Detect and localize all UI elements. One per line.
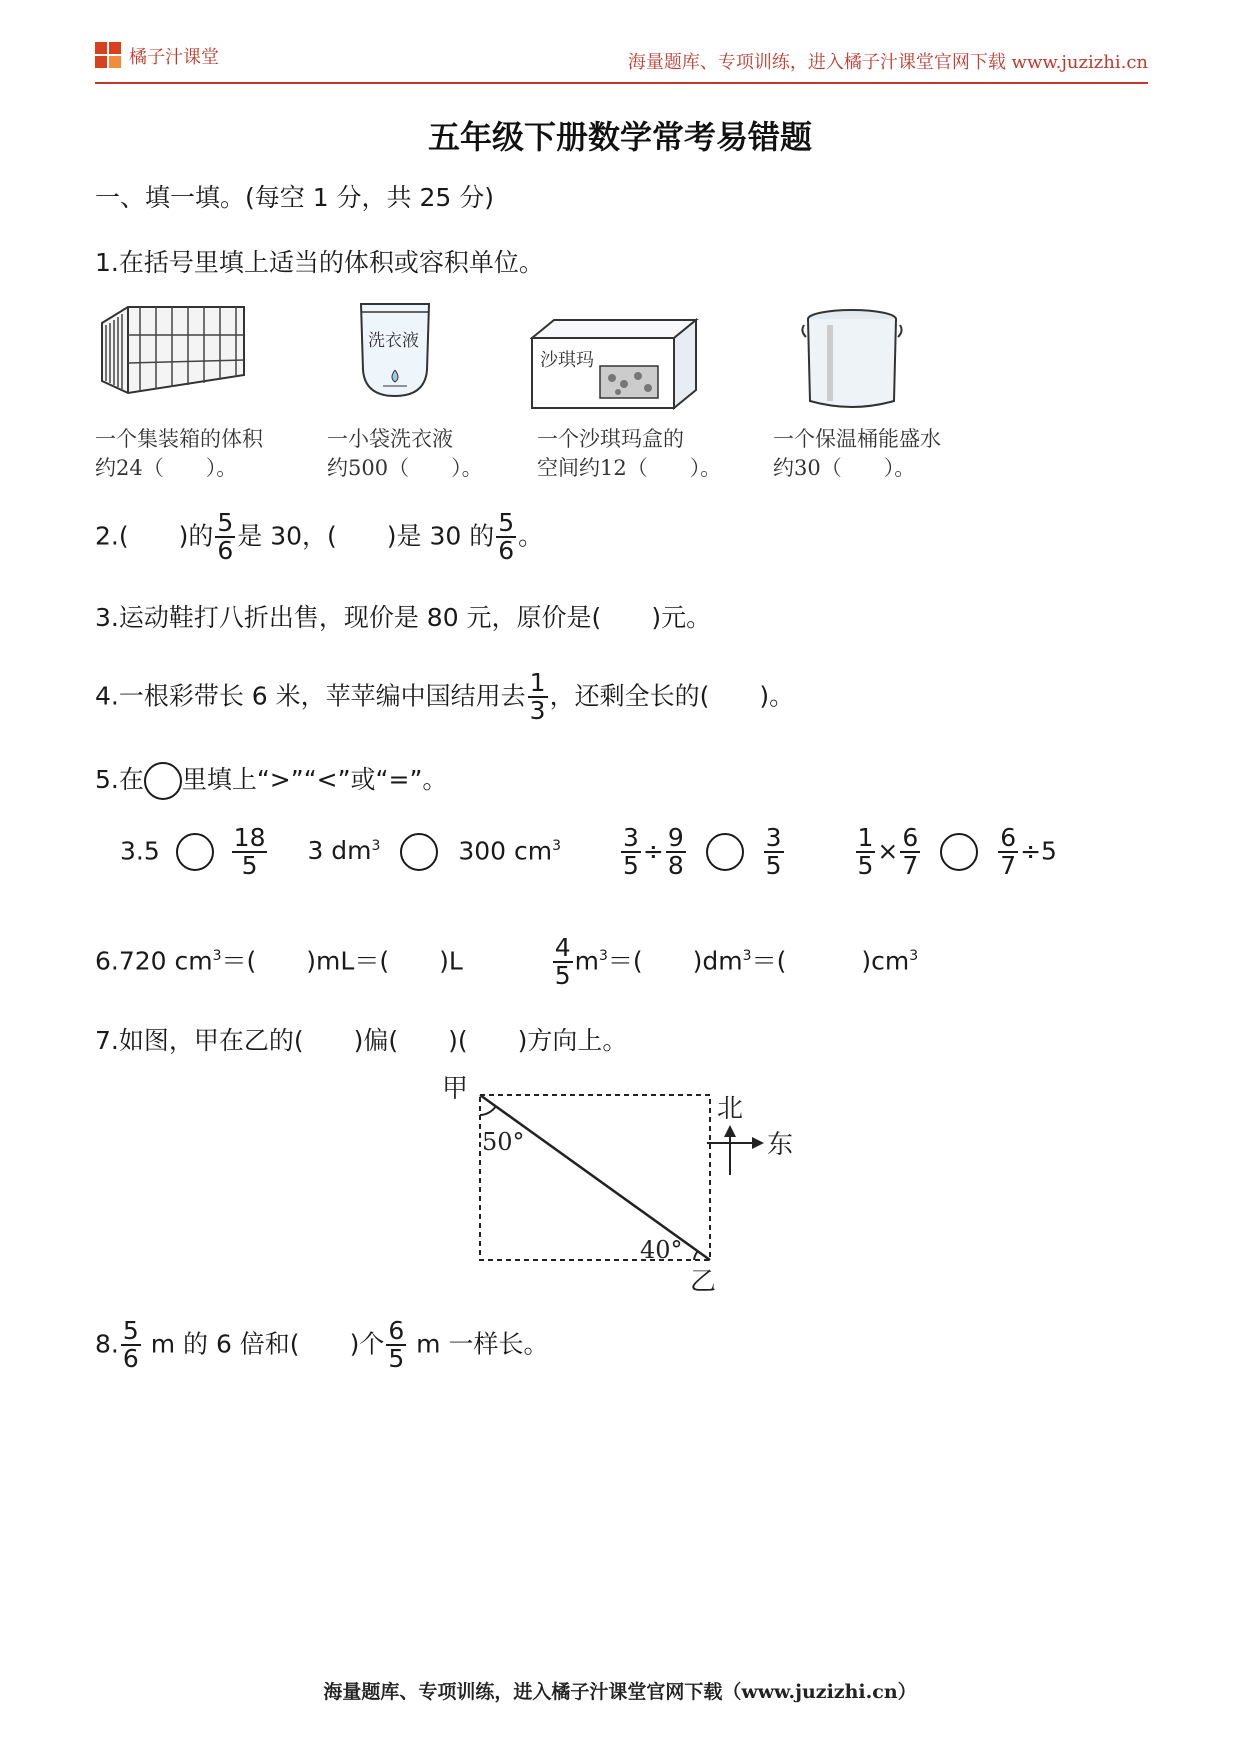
question-2: 2.( )的 $\frac{5}{6}$ 是 30，( )是 30 的 $\frac{5}{6}$ 。 [95,508,544,566]
caption-sachima: 一个沙琪玛盒的 空间约12（ ）。 [537,427,722,480]
logo-icon [95,42,123,70]
caption-detergent: 一小袋洗衣液 约500（ ）。 [327,427,483,480]
fraction: $\frac{1}{3}$ [529,668,546,726]
fraction: $\frac{3}{5}$ [622,823,639,881]
north-label: 北 [717,1094,744,1124]
point-yi: 乙 [690,1267,717,1295]
brand-name: 橘子汁课堂 [129,47,219,68]
section-heading: 一、填一填。(每空 1 分，共 25 分) [95,183,495,212]
fraction: $\frac{4}{5}$ [554,933,571,991]
question-6: 6.720 $cm^3=$( )mL＝( )L $\frac{4}{5}$ $m^3=$( )$dm^3=$( )$cm^3$ [95,933,919,991]
question-1: 1.在括号里填上适当的体积或容积单位。 [95,248,544,277]
compare-circle[interactable] [144,762,182,800]
header-slogan: 海量题库、专项训练，进入橘子汁课堂官网下载 www.juzizhi.cn [627,52,1148,73]
question-7: 7.如图，甲在乙的( )偏( )( )方向上。 [95,1026,628,1055]
brand-logo [95,42,219,70]
angle-40: 40° [640,1236,683,1264]
question-8: 8. $\frac{5}{6}$ m 的 6 倍和( )个 $\frac{6}{5}$ m 一样长。 [95,1316,549,1374]
point-jia: 甲 [442,1075,469,1104]
question-4: 4.一根彩带长 6 米，苹苹编中国结用去 $\frac{1}{3}$ ，还剩全长的( )。 [95,668,795,726]
shipping-container-image [98,305,248,397]
compare-circle[interactable] [400,833,438,871]
fraction: $\frac{5}{6}$ [498,508,515,566]
caption-bucket: 一个保温桶能盛水 约30（ ）。 [773,427,941,480]
caption-container: 一个集装箱的体积 约24（ ）。 [95,427,263,480]
sachima-label: 沙琪玛 [540,350,594,371]
angle-50: 50° [482,1128,525,1156]
fraction: $\frac{3}{5}$ [765,823,782,881]
page-title: 五年级下册数学常考易错题 [427,118,812,156]
header-divider [95,82,1148,84]
detergent-label: 洗衣液 [368,331,419,351]
fraction: $\frac{5}{6}$ [217,508,234,566]
compare-row: 3.5 $\frac{18}{5}$ 3 $dm^3$ 300 $cm^3$ $\frac{3}{5}$ ÷ $\frac{9}{8}$ $\frac{3}{5}$ $\frac{1}{5}$ × $\frac{6}{7}$ $\frac{6}{7}$ ÷5 [120,823,1057,881]
question-3: 3.运动鞋打八折出售，现价是 80 元，原价是( )元。 [95,603,712,632]
compare-circle[interactable] [176,833,214,871]
fraction: $\frac{18}{5}$ [233,823,266,881]
insulated-bucket-image [800,305,905,415]
fraction: $\frac{9}{8}$ [667,823,684,881]
compare-circle[interactable] [940,833,978,871]
fraction: $\frac{5}{6}$ [122,1316,139,1374]
fraction: $\frac{1}{5}$ [857,823,874,881]
fraction: $\frac{6}{7}$ [1000,823,1017,881]
question-5: 5.在 里填上“>”“<”或“=”。 [95,762,447,800]
fraction: $\frac{6}{7}$ [902,823,919,881]
fraction: $\frac{6}{5}$ [388,1316,405,1374]
east-label: 东 [767,1130,794,1160]
page-footer: 海量题库、专项训练，进入橘子汁课堂官网下载（www.juzizhi.cn） [323,1681,917,1703]
direction-diagram [430,1075,810,1295]
compare-circle[interactable] [706,833,744,871]
